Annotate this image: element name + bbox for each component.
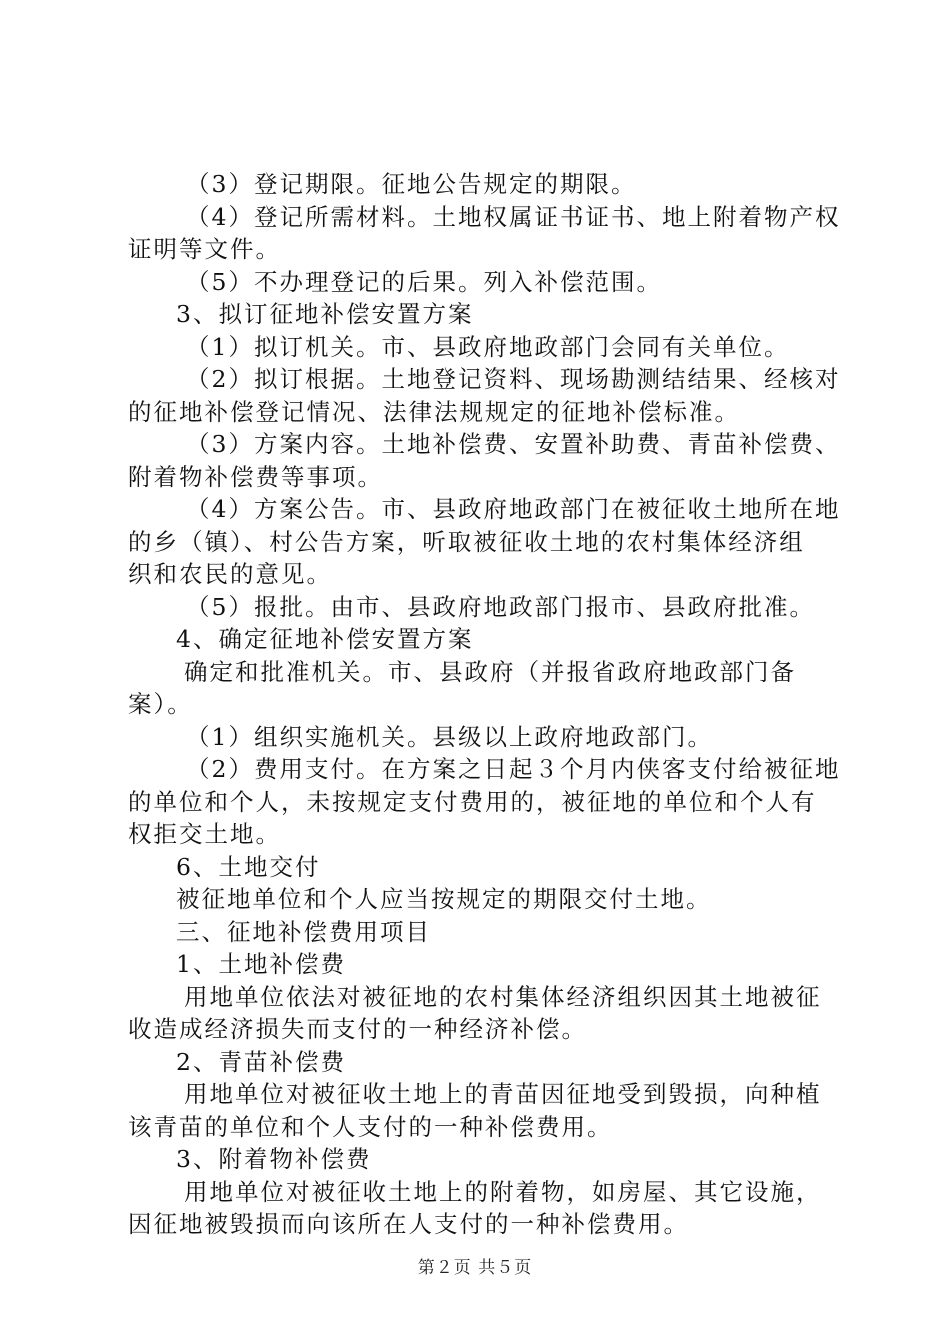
paragraph-line: （1）拟订机关。市、县政府地政部门会同有关单位。 — [186, 332, 790, 361]
paragraph-line: 权拒交土地。 — [128, 820, 281, 848]
section-heading: 1、土地补偿费 — [176, 950, 346, 978]
section-heading: 2、青苗补偿费 — [176, 1047, 346, 1076]
paragraph-line: 收造成经济损失而支付的一种经济补偿。 — [128, 1015, 587, 1043]
paragraph-line: （3）方案内容。土地补偿费、安置补助费、青苗补偿费、 — [186, 430, 841, 458]
paragraph-line: （5）不办理登记的后果。列入补偿范围。 — [186, 267, 662, 296]
paragraph-line: 的单位和个人，未按规定支付费用的，被征地的单位和个人有 — [128, 787, 817, 816]
paragraph-line: （4）方案公告。市、县政府地政部门在被征收土地所在地 — [186, 495, 841, 523]
paragraph-line: （4）登记所需材料。土地权属证书证书、地上附着物产权 — [186, 202, 841, 231]
section-heading: 4、确定征地补偿安置方案 — [176, 625, 474, 653]
paragraph-line: 确定和批准机关。市、县政府（并报省政府地政部门备 — [184, 657, 796, 686]
section-heading: 3、附着物补偿费 — [176, 1145, 372, 1173]
page-number: 第２页 共５页 — [417, 1258, 533, 1278]
paragraph-line: 案）。 — [128, 690, 193, 718]
paragraph-line: 用地单位依法对被征地的农村集体经济组织因其土地被征 — [184, 982, 822, 1011]
paragraph-line: 该青苗的单位和个人支付的一种补偿费用。 — [128, 1112, 613, 1141]
section-heading: 6、土地交付 — [176, 852, 321, 881]
paragraph-line: 用地单位对被征收土地上的青苗因征地受到毁损，向种植 — [184, 1080, 822, 1108]
paragraph-line: （2）费用支付。在方案之日起３个月内侠客支付给被征地 — [186, 755, 841, 783]
paragraph-line: （2）拟订根据。土地登记资料、现场勘测结结果、经核对 — [186, 365, 841, 393]
section-heading: 三、征地补偿费用项目 — [176, 917, 431, 946]
paragraph-line: （1）组织实施机关。县级以上政府地政部门。 — [186, 722, 713, 751]
paragraph-line: 被征地单位和个人应当按规定的期限交付土地。 — [176, 885, 712, 913]
page-footer — [0, 1253, 950, 1278]
paragraph-line: 织和农民的意见。 — [128, 560, 332, 588]
section-heading: 3、拟订征地补偿安置方案 — [176, 300, 474, 328]
paragraph-line: （5）报批。由市、县政府地政部门报市、县政府批准。 — [186, 592, 815, 621]
document-body — [128, 168, 841, 1241]
paragraph-line: 的乡（镇）、村公告方案，听取被征收土地的农村集体经济组 — [128, 527, 805, 556]
paragraph-line: 用地单位对被征收土地上的附着物，如房屋、其它设施， — [184, 1177, 822, 1206]
paragraph-line: 证明等文件。 — [128, 235, 281, 263]
paragraph-line: 的征地补偿登记情况、法律法规规定的征地补偿标准。 — [128, 397, 740, 426]
paragraph-line: 附着物补偿费等事项。 — [128, 462, 383, 491]
paragraph-line: （3）登记期限。征地公告规定的期限。 — [186, 170, 637, 198]
paragraph-line: 因征地被毁损而向该所在人支付的一种补偿费用。 — [128, 1210, 689, 1238]
